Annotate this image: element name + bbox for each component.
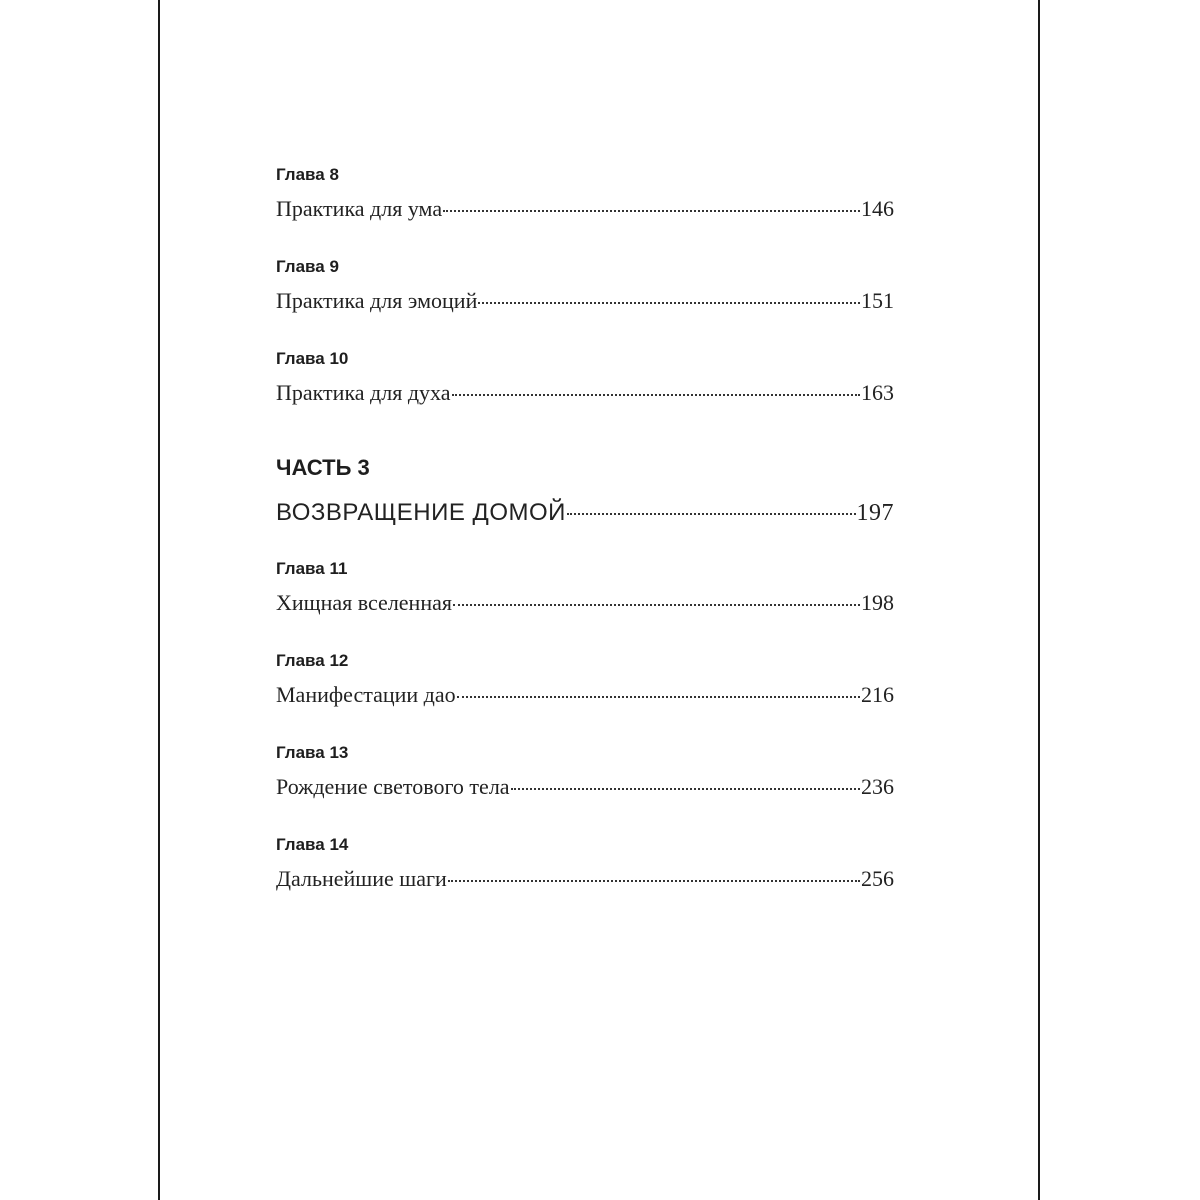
- dot-leader: [478, 302, 860, 304]
- table-of-contents: [276, 164, 894, 926]
- toc-line[interactable]: [276, 680, 894, 710]
- part-toc-line[interactable]: [276, 496, 894, 530]
- toc-line[interactable]: [276, 286, 894, 316]
- toc-entry-chapter-14: [276, 834, 894, 894]
- dot-leader: [448, 880, 860, 882]
- page-number: 236: [861, 774, 894, 799]
- book-page: [158, 0, 1040, 1200]
- toc-entry-chapter-10: [276, 348, 894, 408]
- toc-line[interactable]: [276, 772, 894, 802]
- page-number: 198: [861, 590, 894, 615]
- chapter-label: Глава 10: [276, 349, 349, 368]
- part-label: ЧАСТЬ 3: [276, 455, 370, 480]
- part-title: ВОЗВРАЩЕНИЕ ДОМОЙ: [276, 499, 566, 526]
- page-number: 256: [861, 866, 894, 891]
- toc-entry-chapter-12: [276, 650, 894, 710]
- chapter-title: Практика для духа: [276, 380, 451, 405]
- chapter-label: Глава 12: [276, 651, 349, 670]
- page-number: 216: [861, 682, 894, 707]
- page-number: 163: [861, 380, 894, 405]
- toc-line[interactable]: [276, 378, 894, 408]
- chapter-label: Глава 9: [276, 257, 339, 276]
- dot-leader: [567, 513, 856, 515]
- chapter-label: Глава 8: [276, 165, 339, 184]
- toc-line[interactable]: [276, 864, 894, 894]
- dot-leader: [452, 394, 860, 396]
- toc-entry-chapter-13: [276, 742, 894, 802]
- chapter-title: Хищная вселенная: [276, 590, 452, 615]
- dot-leader: [453, 604, 860, 606]
- dot-leader: [443, 210, 860, 212]
- chapter-title: Практика для ума: [276, 196, 443, 221]
- page-number: 197: [856, 500, 894, 526]
- dot-leader: [457, 696, 860, 698]
- dot-leader: [511, 788, 860, 790]
- toc-entry-chapter-9: [276, 256, 894, 316]
- toc-line[interactable]: [276, 194, 894, 224]
- chapter-title: Практика для эмоций: [276, 288, 478, 313]
- chapter-label: Глава 13: [276, 743, 349, 762]
- chapter-label: Глава 14: [276, 835, 349, 854]
- chapter-title: Рождение светового тела: [276, 774, 510, 799]
- chapter-label: Глава 11: [276, 559, 348, 578]
- toc-entry-chapter-8: [276, 164, 894, 224]
- page-number: 146: [861, 196, 894, 221]
- page-number: 151: [861, 288, 894, 313]
- toc-line[interactable]: [276, 588, 894, 618]
- toc-entry-chapter-11: [276, 558, 894, 618]
- chapter-title: Манифестации дао: [276, 682, 456, 707]
- chapter-title: Дальнейшие шаги: [276, 866, 447, 891]
